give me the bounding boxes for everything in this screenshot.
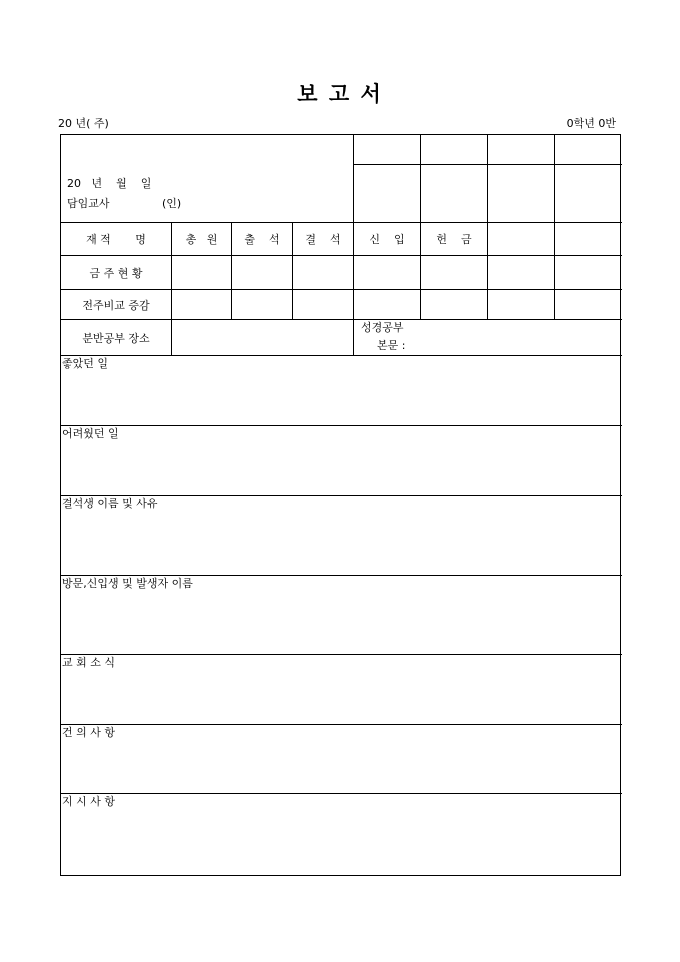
week-label: 20 년( 주): [58, 117, 109, 130]
attendance-header: 출 석: [244, 233, 280, 246]
grid-line: [61, 654, 622, 655]
study-place-label: 분반공부 장소: [82, 331, 150, 345]
enrolled-header: 재 적 명: [86, 233, 146, 246]
teacher-signature-line: 담임교사 (인): [67, 197, 182, 210]
report-form: [60, 134, 621, 876]
absentees-label: 결석생 이름 및 사유: [62, 497, 158, 510]
difficulties-label: 어려웠던 일: [62, 427, 119, 440]
weekly-comparison-label: 전주비교 증감: [82, 298, 150, 312]
date-line: 20 년 월 일: [67, 177, 152, 190]
grid-line: [61, 425, 622, 426]
grid-line: [61, 575, 622, 576]
church-news-label: 교 회 소 식: [62, 656, 115, 669]
grid-line: [487, 135, 488, 319]
class-label: 0학년 0반: [566, 117, 616, 130]
grid-line: [61, 793, 622, 794]
bible-text-label: 본문 :: [377, 339, 406, 352]
instructions-label: 지 시 사 항: [62, 795, 115, 808]
absence-header: 결 석: [305, 233, 341, 246]
visitors-label: 방문,신입생 및 발생자 이름: [62, 577, 193, 590]
page-title: 보 고 서: [297, 81, 383, 106]
bible-study-label: 성경공부: [361, 321, 404, 334]
good-things-label: 좋았던 일: [62, 357, 109, 370]
grid-line: [554, 135, 555, 319]
grid-line: [61, 495, 622, 496]
grid-line: [353, 135, 354, 222]
offering-header: 헌 금: [436, 233, 472, 246]
grid-line: [61, 355, 622, 356]
this-week-status-label: 금 주 현 황: [89, 266, 143, 280]
suggestions-label: 건 의 사 항: [62, 726, 115, 739]
new-member-header: 신 입: [369, 233, 405, 246]
grid-line: [61, 724, 622, 725]
total-header: 총 원: [185, 233, 218, 246]
